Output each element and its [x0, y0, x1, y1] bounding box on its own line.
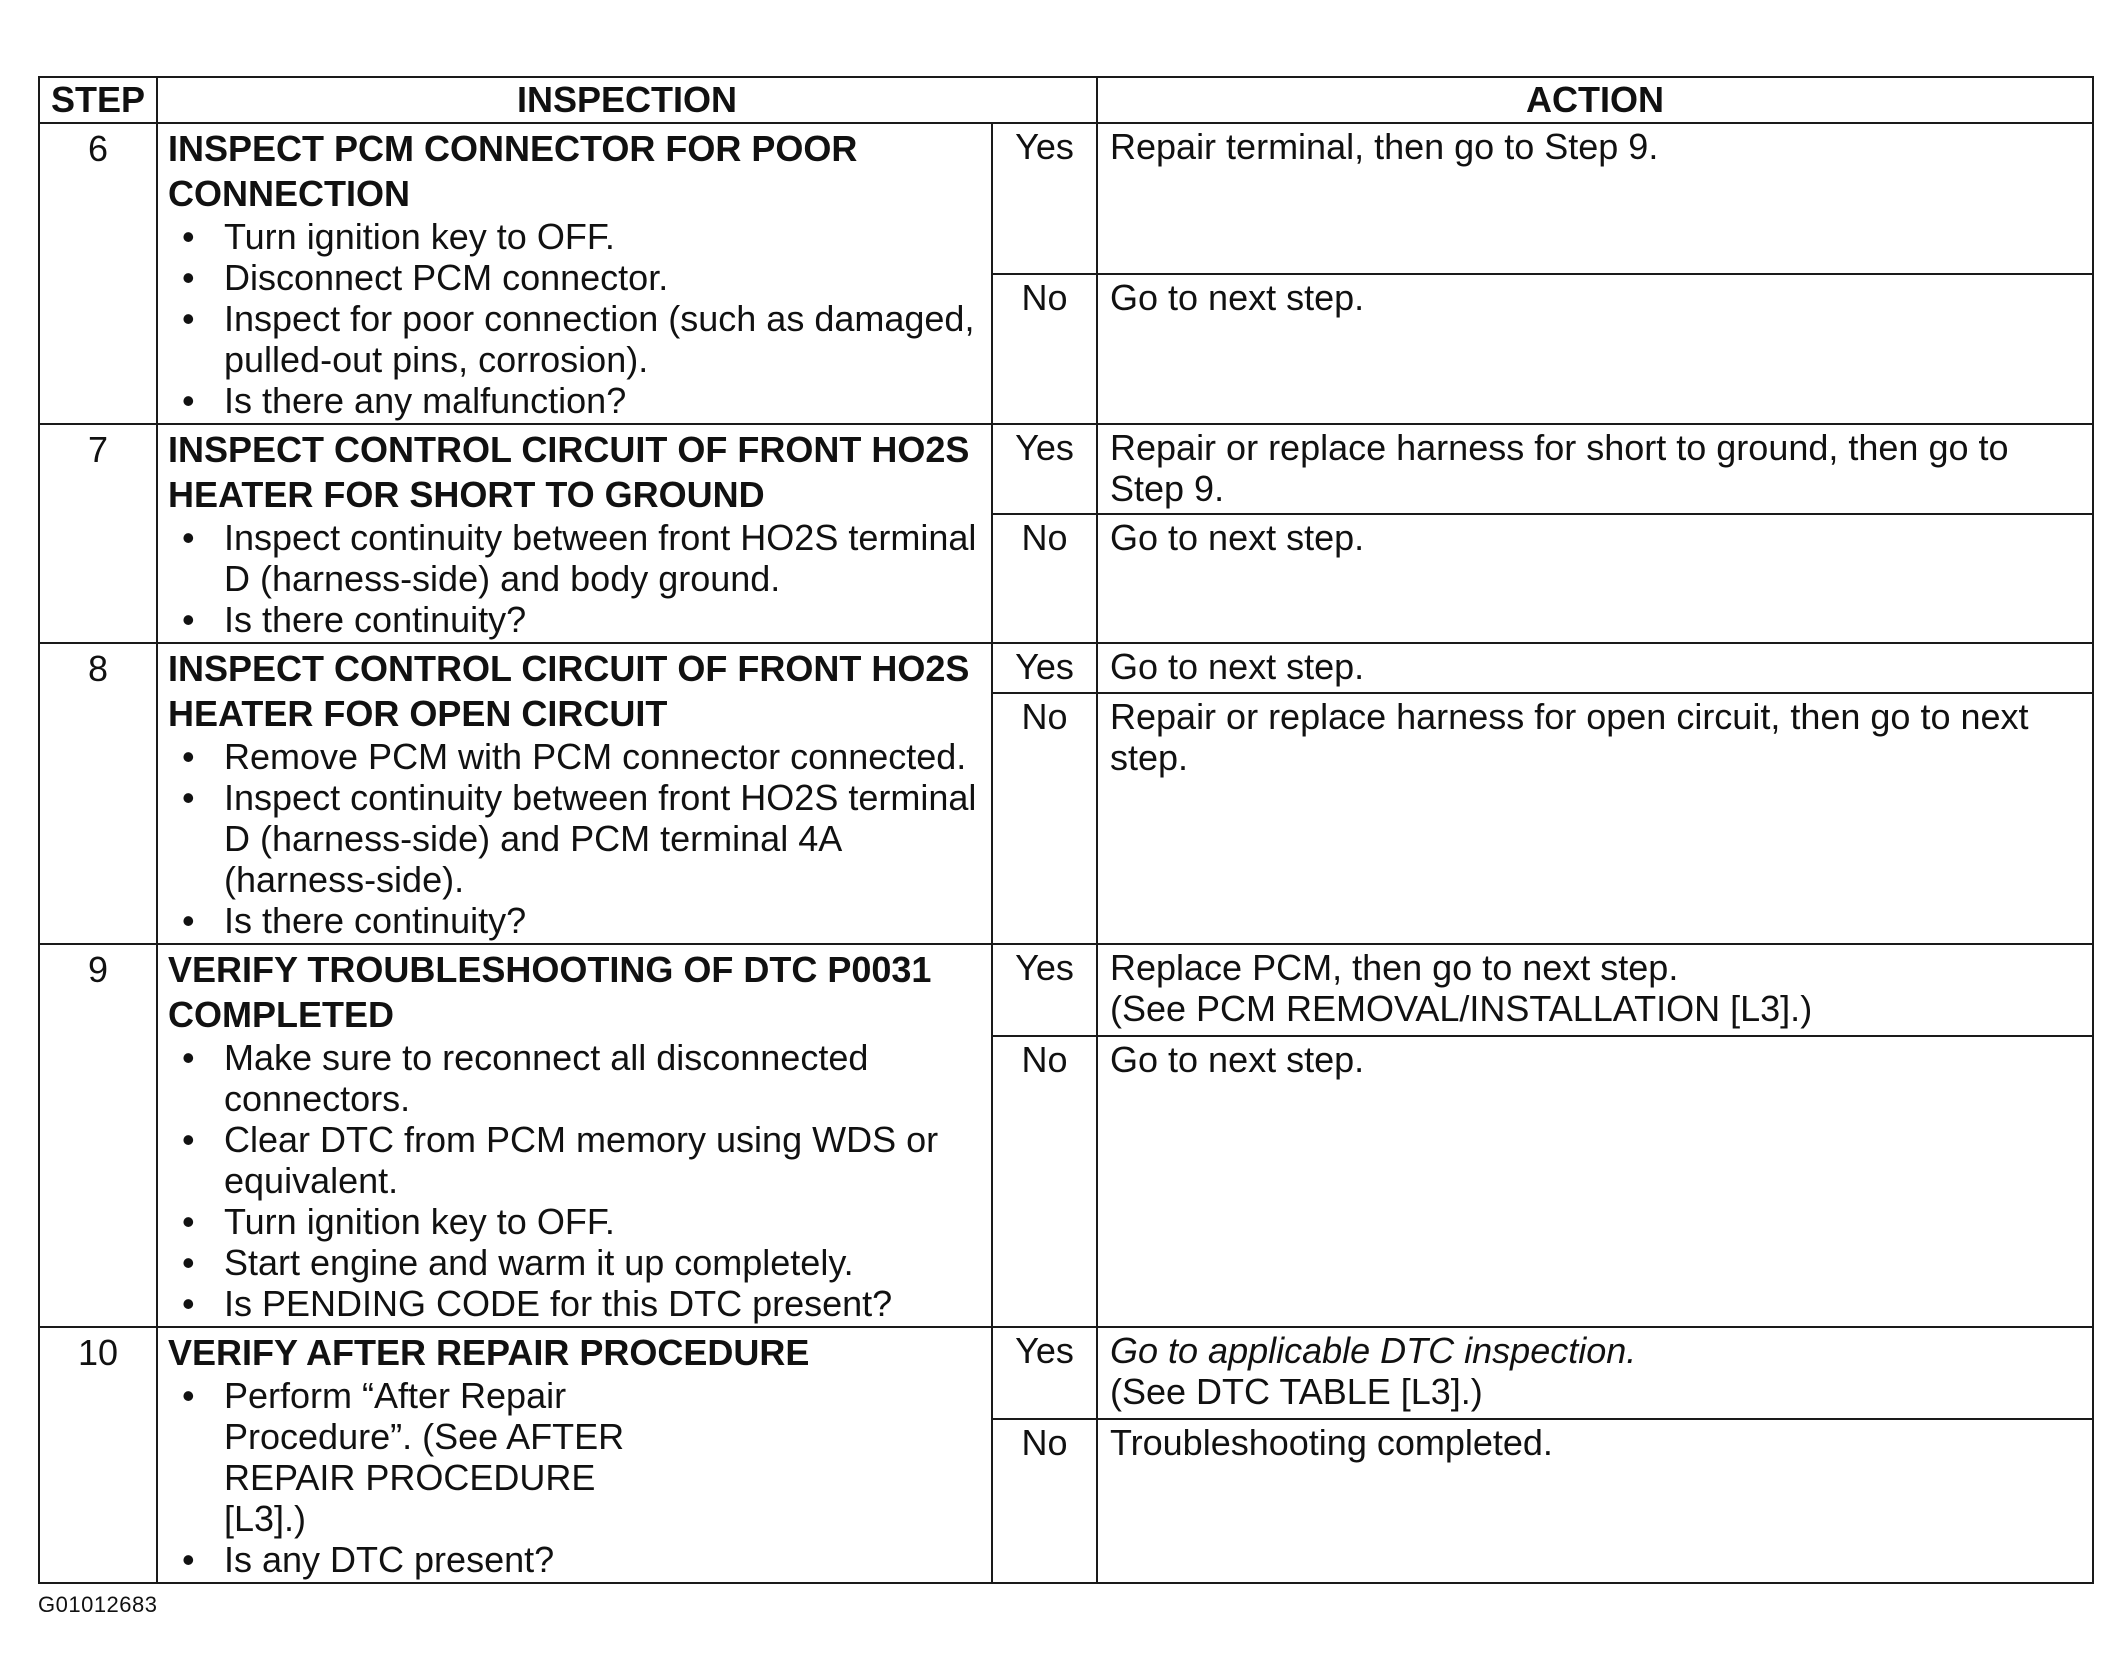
step-row-yes — [39, 424, 2093, 514]
no-action — [1097, 1419, 2093, 1583]
table-body — [39, 123, 2093, 1583]
action-line: Replace PCM, then go to next step. — [1110, 947, 1679, 988]
no-label: No — [992, 693, 1097, 944]
header-inspection: INSPECTION — [157, 77, 1097, 123]
check-item: • Inspect continuity between front HO2S terminal D (harness-side) and body ground. — [224, 517, 983, 599]
step-number: 6 — [39, 123, 157, 424]
yes-label: Yes — [992, 123, 1097, 274]
yes-action — [1097, 123, 2093, 274]
check-item: • Is there any malfunction? — [224, 380, 983, 421]
yes-label: Yes — [992, 1327, 1097, 1419]
no-action — [1097, 1036, 2093, 1327]
action-line: Go to applicable DTC inspection. — [1110, 1330, 1637, 1371]
step-row-yes — [39, 944, 2093, 1036]
inspection-cell — [157, 424, 992, 643]
check-item: • Remove PCM with PCM connector connected. — [224, 736, 983, 777]
inspection-cell — [157, 123, 992, 424]
check-item: • Make sure to reconnect all disconnected connectors. — [224, 1037, 983, 1119]
no-label: No — [992, 514, 1097, 643]
check-item: • Inspect continuity between front HO2S terminal D (harness-side) and PCM terminal 4A (harness-side). — [224, 777, 983, 900]
inspection-title: INSPECT PCM CONNECTOR FOR POOR CONNECTION — [168, 128, 858, 214]
no-label: No — [992, 1036, 1097, 1327]
no-action — [1097, 514, 2093, 643]
step-row-yes — [39, 123, 2093, 274]
header-action: ACTION — [1097, 77, 2093, 123]
action-line: Repair or replace harness for short to ground, then go to Step 9. — [1110, 427, 2009, 509]
yes-label: Yes — [992, 643, 1097, 693]
action-line: Go to next step. — [1110, 1039, 1365, 1080]
step-number: 10 — [39, 1327, 157, 1583]
action-line: Repair terminal, then go to Step 9. — [1110, 126, 1659, 167]
check-item: • Is there continuity? — [224, 900, 983, 941]
check-item: • Is there continuity? — [224, 599, 983, 640]
yes-action — [1097, 424, 2093, 514]
action-line: Go to next step. — [1110, 646, 1365, 687]
check-item: • Start engine and warm it up completely. — [224, 1242, 983, 1283]
header-step: STEP — [39, 77, 157, 123]
no-action — [1097, 693, 2093, 944]
inspection-title: INSPECT CONTROL CIRCUIT OF FRONT HO2S HEATER FOR OPEN CIRCUIT — [168, 648, 970, 734]
yes-action — [1097, 944, 2093, 1036]
figure-id: G01012683 — [38, 1592, 158, 1617]
diagnostic-procedure-table — [38, 76, 2094, 1584]
inspection-title: VERIFY AFTER REPAIR PROCEDURE — [168, 1332, 810, 1373]
check-item: • Perform “After Repair Procedure”. (See AFTER REPAIR PROCEDURE [L3].) — [224, 1375, 653, 1539]
inspection-checklist — [168, 1037, 983, 1324]
check-item: • Inspect for poor connection (such as damaged, pulled-out pins, corrosion). — [224, 298, 983, 380]
inspection-title: VERIFY TROUBLESHOOTING OF DTC P0031 COMPLETED — [168, 949, 932, 1035]
action-line: (See PCM REMOVAL/INSTALLATION [L3].) — [1110, 988, 1813, 1029]
check-item: • Disconnect PCM connector. — [224, 257, 983, 298]
yes-action — [1097, 643, 2093, 693]
step-row-yes — [39, 643, 2093, 693]
step-row-yes — [39, 1327, 2093, 1419]
check-item: • Is any DTC present? — [224, 1539, 653, 1580]
no-label: No — [992, 274, 1097, 425]
inspection-cell — [157, 944, 992, 1327]
step-number: 8 — [39, 643, 157, 944]
diagnostic-document — [38, 76, 2092, 1584]
action-line: Repair or replace harness for open circuit, then go to next step. — [1110, 696, 2029, 778]
yes-action — [1097, 1327, 2093, 1419]
yes-label: Yes — [992, 424, 1097, 514]
yes-label: Yes — [992, 944, 1097, 1036]
step-number: 7 — [39, 424, 157, 643]
inspection-checklist — [168, 216, 983, 421]
inspection-checklist — [168, 517, 983, 640]
inspection-checklist — [168, 736, 983, 941]
no-action — [1097, 274, 2093, 425]
inspection-title: INSPECT CONTROL CIRCUIT OF FRONT HO2S HEATER FOR SHORT TO GROUND — [168, 429, 970, 515]
check-item: • Turn ignition key to OFF. — [224, 1201, 983, 1242]
action-line: Go to next step. — [1110, 517, 1365, 558]
action-line: Go to next step. — [1110, 276, 1365, 318]
no-label: No — [992, 1419, 1097, 1583]
check-item: • Clear DTC from PCM memory using WDS or equivalent. — [224, 1119, 983, 1201]
action-line: (See DTC TABLE [L3].) — [1110, 1371, 1483, 1412]
check-item: • Is PENDING CODE for this DTC present? — [224, 1283, 983, 1324]
inspection-checklist — [168, 1375, 983, 1580]
step-number: 9 — [39, 944, 157, 1327]
check-item: • Turn ignition key to OFF. — [224, 216, 983, 257]
inspection-cell — [157, 1327, 992, 1583]
action-line: Troubleshooting completed. — [1110, 1422, 1553, 1463]
table-header-row — [39, 77, 2093, 123]
inspection-cell — [157, 643, 992, 944]
